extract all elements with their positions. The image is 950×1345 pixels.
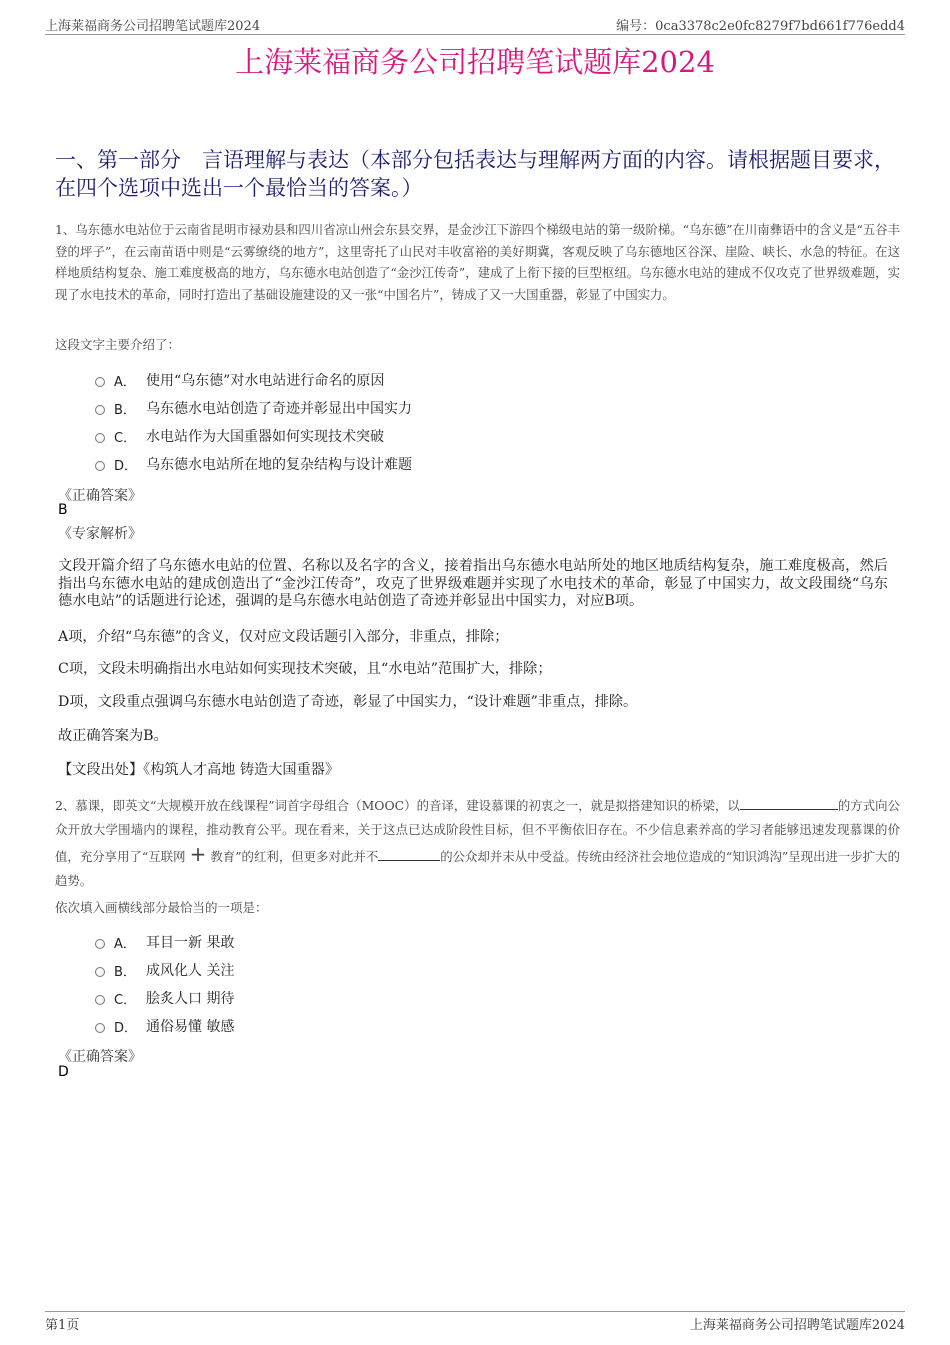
question-2-options — [95, 928, 234, 1040]
option-c[interactable]: C． 脍炙人口 期待 — [95, 984, 234, 1012]
option-text: 脍炙人口 期待 — [146, 991, 235, 1007]
plus-symbol: + — [189, 842, 207, 866]
option-text: 乌东德水电站创造了奇迹并彰显出中国实力 — [146, 401, 412, 417]
option-a[interactable]: A． 耳目一新 果敢 — [95, 928, 234, 956]
analysis-conclusion: 故正确答案为B。 — [58, 728, 168, 744]
analysis-paragraph: C项，文段未明确指出水电站如何实现技术突破，且“水电站”范围扩大，排除； — [58, 661, 552, 677]
analysis-paragraph: 文段开篇介绍了乌东德水电站的位置、名称以及名字的含义，接着指出乌东德水电站所处的地区地质结构复杂，施工难度极高，然后指出乌东德水电站的建成创造出了“金沙江传奇”，攻克了世界级难题并实现了水电技术的革命，彰显了中国实力，故文段围绕“乌东德水电站”的话题进行论述，强调的是乌东德水电站创造了奇迹并彰显出中国实力，对应B项。 — [58, 558, 888, 609]
question-2-text: 2、慕课，即英文“大规模开放在线课程”词首字母组合（MOOC）的音译，建设慕课的初衷之一，就是拟搭建知识的桥梁，以 的方式向公众开放大学围墙内的课程，推动教育公平。现在看来，关于这点已达成阶段性目标，但不平衡依旧存在。不少信息素养高的学习者能够迅速发现慕课的价值，充分享用了“互联网 + 教育”的红利，但更多对此并不 的公众却并未从中受益。传统由经济社会地位造成的“知识鸿沟”呈现出进一步扩大的趋势。 — [55, 798, 900, 888]
answer-label: 《正确答案》 — [58, 1049, 142, 1065]
option-text: 水电站作为大国重器如何实现技术突破 — [146, 429, 384, 445]
page-header — [45, 12, 905, 35]
radio-button-icon[interactable] — [95, 377, 105, 387]
document-id: 编号：0ca3378c2e0fc8279f7bd661f776edd4 — [616, 19, 905, 34]
option-a[interactable]: A． 使用“乌东德”对水电站进行命名的原因 — [95, 366, 412, 394]
correct-answer: B — [58, 502, 68, 518]
radio-button-icon[interactable] — [95, 461, 105, 471]
question-1-options — [95, 366, 412, 478]
analysis-label: 《专家解析》 — [58, 526, 142, 542]
fill-blank-1[interactable] — [740, 797, 838, 810]
option-d[interactable]: D． 乌东德水电站所在地的复杂结构与设计难题 — [95, 450, 412, 478]
analysis-paragraph: D项，文段重点强调乌东德水电站创造了奇迹，彰显了中国实力，“设计难题”非重点，排除。 — [58, 694, 638, 710]
correct-answer: D — [58, 1064, 69, 1080]
document-title: 上海莱福商务公司招聘笔试题库2024 — [235, 45, 715, 79]
page-footer — [45, 1311, 905, 1333]
question-2-prompt: 依次填入画横线部分最恰当的一项是： — [55, 900, 268, 915]
radio-button-icon[interactable] — [95, 995, 105, 1005]
source-citation: 【文段出处】《构筑人才高地 铸造大国重器》 — [58, 762, 340, 778]
option-d[interactable]: D． 通俗易懂 敏感 — [95, 1012, 234, 1040]
header-title: 上海莱福商务公司招聘笔试题库2024 — [45, 19, 261, 34]
radio-button-icon[interactable] — [95, 967, 105, 977]
footer-title: 上海莱福商务公司招聘笔试题库2024 — [689, 1318, 905, 1333]
radio-button-icon[interactable] — [95, 433, 105, 443]
option-b[interactable]: B． 成风化人 关注 — [95, 956, 234, 984]
radio-button-icon[interactable] — [95, 405, 105, 415]
option-text: 乌东德水电站所在地的复杂结构与设计难题 — [146, 457, 412, 473]
option-text: 成风化人 关注 — [146, 963, 235, 979]
option-c[interactable]: C． 水电站作为大国重器如何实现技术突破 — [95, 422, 412, 450]
option-text: 使用“乌东德”对水电站进行命名的原因 — [146, 373, 385, 389]
option-b[interactable]: B． 乌东德水电站创造了奇迹并彰显出中国实力 — [95, 394, 412, 422]
question-1-text: 1、乌东德水电站位于云南省昆明市禄劝县和四川省凉山州会东县交界，是金沙江下游四个梯级电站的第一级阶梯。“乌东德”在川南彝语中的含义是“五谷丰登的坪子”，在云南苗语中则是“云雾缭绕的地方”，这里寄托了山民对丰收富裕的美好期冀，客观反映了乌东德地区谷深、崖险、峡长、水急的特征。在这样地质结构复杂、施工难度极高的地方，乌东德水电站创造了“金沙江传奇”，建成了上衔下接的巨型枢纽。乌东德水电站的建成不仅攻克了世界级难题，实现了水电技术的革命，同时打造出了基础设施建设的又一张“中国名片”，铸成了又一大国重器，彰显了中国实力。 — [55, 222, 900, 302]
option-text: 通俗易懂 敏感 — [146, 1019, 235, 1035]
radio-button-icon[interactable] — [95, 1023, 105, 1033]
fill-blank-2[interactable] — [378, 848, 440, 861]
page-number: 第1页 — [45, 1318, 80, 1333]
radio-button-icon[interactable] — [95, 939, 105, 949]
analysis-paragraph: A项，介绍“乌东德”的含义，仅对应文段话题引入部分，非重点，排除； — [58, 629, 509, 645]
question-1-prompt: 这段文字主要介绍了： — [55, 337, 181, 352]
answer-label: 《正确答案》 — [58, 488, 142, 504]
option-text: 耳目一新 果敢 — [146, 935, 235, 951]
section-title: 一、第一部分 言语理解与表达（本部分包括表达与理解两方面的内容。请根据题目要求，在四个选项中选出一个最恰当的答案。） — [55, 148, 895, 200]
